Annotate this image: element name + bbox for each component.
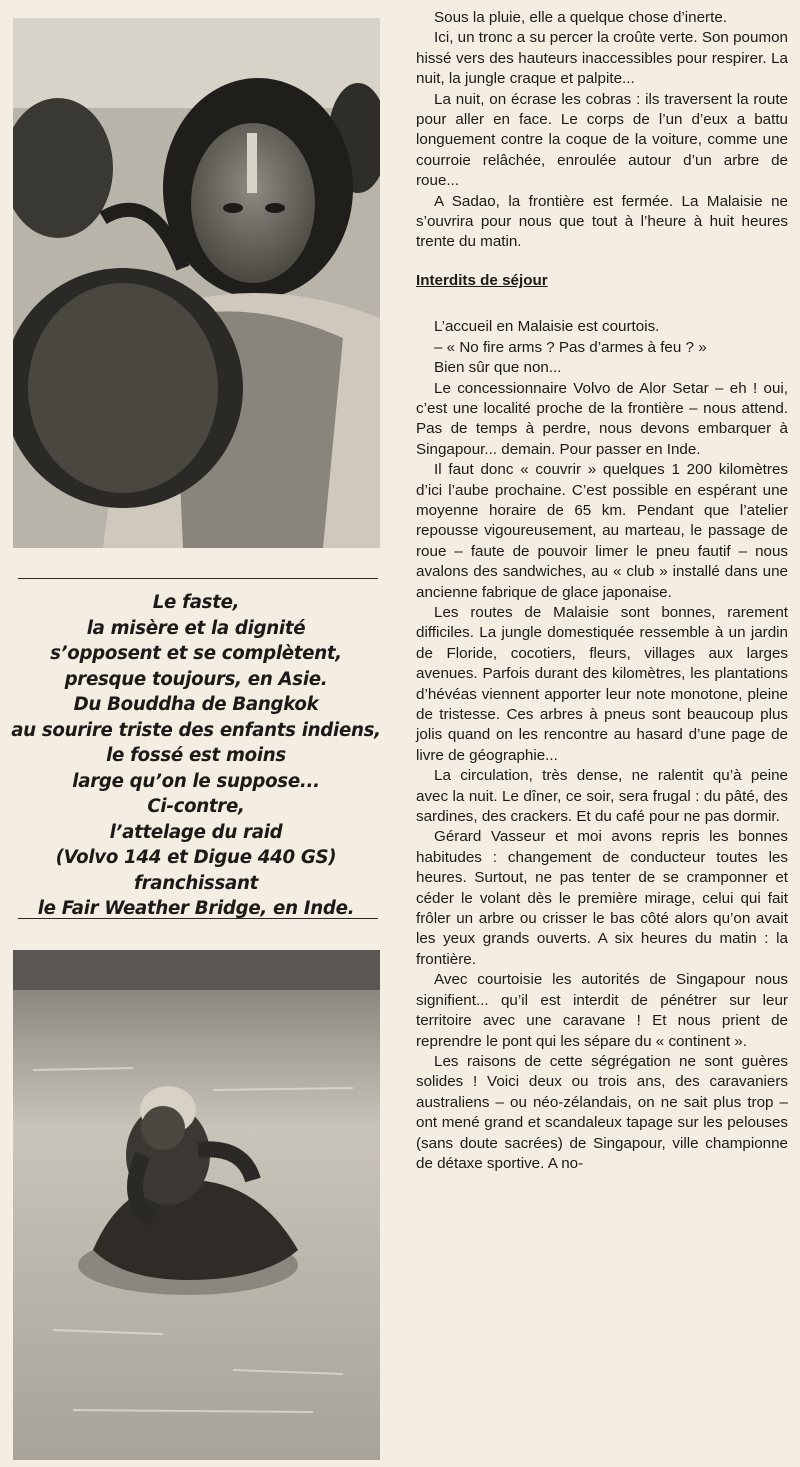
caption-line: large qu’on le suppose... [72,770,320,792]
caption-line: s’opposent et se complètent, [50,643,342,664]
caption-top-rule [18,578,378,579]
caption-line: Ci-contre, [147,796,245,817]
article-paragraph: Avec courtoisie les autorités de Singapour nous signifient... qu’il est interdit de pénétrer sur leur territoire avec une caravane ! Et nous prient de reprendre le pont qui les sépare du « continent ». [416,971,788,1050]
left-column [0,0,392,1467]
article-paragraph: Sous la pluie, elle a quelque chose d’inerte. [434,9,727,26]
article-paragraph: – « No fire arms ? Pas d’armes à feu ? » [434,338,707,356]
caption-line: l’attelage du raid [109,821,283,843]
caption-line: Le faste, [152,592,240,613]
caption-line: au sourire triste des enfants indiens, [11,719,381,741]
article-paragraph: La nuit, on écrase les cobras : ils traversent la route pour aller en face. Le corps de l’un d’eux a battu longuement contre la coque de la voiture, comme une courroie relâchée, enroulée autour d’un arbre de roue... [416,90,788,190]
caption-bottom-rule [18,918,378,919]
article-paragraph: Il faut donc « couvrir » quelques 1 200 kilomètres d’ici l’aube prochaine. C’est possible en espérant une moyenne horaire de 65 km. Pendant que l’atelier repousse vigoureusement, au marteau, le passage de roue – faute de pouvoir limer le pneu fautif – nous avalons des sandwiches, au « club » installé dans une ancienne fabrique de glace japonaise. [416,461,788,601]
article-paragraph: A Sadao, la frontière est fermée. La Malaisie ne s’ouvrira pour nous que tout à l’heure à huit heures trente du matin. [416,192,788,251]
bather-photo [13,950,380,1460]
caption-line: presque toujours, en Asie. [64,668,328,690]
article-paragraph: Bien sûr que non... [434,359,562,377]
article-paragraph: Le concessionnaire Volvo de Alor Setar – eh ! oui, c’est une localité proche de la frontière – nous attend. Pas de temps à perdre, nous devons embarquer à Singapour... demain. Pour passer en Inde. [416,379,788,458]
caption-line: (Volvo 144 et Digue 440 GS) [55,847,337,868]
section-heading: Interdits de séjour [416,271,548,289]
article-paragraph: La circulation, très dense, ne ralentit qu’à peine avec la nuit. Le dîner, ce soir, sera frugal : du pâté, des sardines, des crackers. Et du café pour ne pas dormir. [416,767,788,826]
article-paragraph: Les routes de Malaisie sont bonnes, rarement difficiles. La jungle domestiquée ressemble à un jardin de Floride, cocotiers, fleurs, villages aux larges avenues. Parfois durant des kilomètres, les plantations d’hévéas viennent apporter leur note monotone, pleine de tristesse. Ces arbres à pneus sont beaucoup plus jolis quand on les rencontre au hasard d’une page de livre de géographie... [416,603,788,764]
caption-line: franchissant [133,872,259,894]
bather-photo-image [13,950,380,1460]
article-paragraph: Ici, un tronc a su percer la croûte verte. Son poumon hissé vers des hauteurs inaccessibles pour respirer. La nuit, la jungle craque et palpite... [416,29,788,88]
article-paragraph: Gérard Vasseur et moi avons repris les bonnes habitudes : changement de conducteur toutes les heures. Surtout, ne pas tenter de se cramponner et céder le volant dès le première mirage, celui qui fait frôler un arbre ou crisser le bas côté alors qu’on avait les yeux grands ouverts. A six heures du matin : la frontière. [416,828,788,968]
portrait-photo [13,18,380,548]
caption-line: la misère et la dignité [86,617,306,639]
caption-line: le fossé est moins [106,745,286,766]
caption-line: Du Bouddha de Bangkok [73,694,319,715]
article-column [416,8,788,1174]
article-paragraph: Les raisons de cette ségrégation ne sont guères solides ! Voici deux ou trois ans, des caravaniers australiens – ou néo-zélandais, on ne sait plus trop – ont mené grand et scandaleux tapage sur les pelouses (sans doute sacrées) de Singapour, ville championne de détaxe sportive. A no- [416,1052,788,1172]
portrait-photo-image [13,18,380,548]
photo-caption [0,590,392,922]
caption-line: le Fair Weather Bridge, en Inde. [37,898,355,919]
article-paragraph: L’accueil en Malaisie est courtois. [434,318,660,336]
